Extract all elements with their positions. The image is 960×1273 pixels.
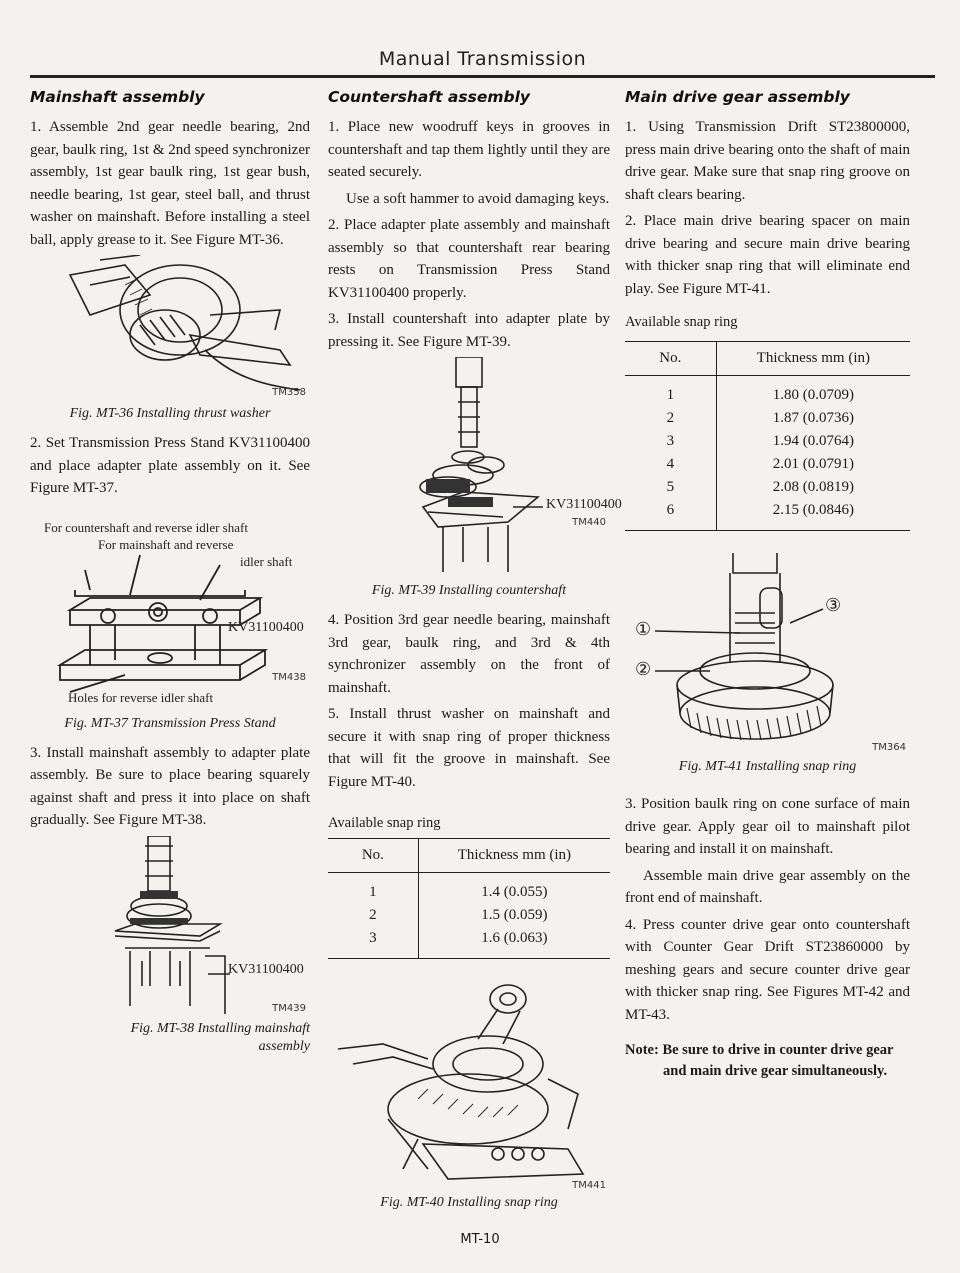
figure-mt-40 — [328, 969, 610, 1189]
main-drive-gear-illustration — [625, 553, 910, 753]
figure-label: idler shaft — [240, 553, 293, 569]
snap-ring-no: 1 — [625, 384, 716, 407]
heading-countershaft-assembly: Countershaft assembly — [328, 88, 531, 106]
page-header: Manual Transmission — [378, 48, 587, 70]
figure-code: TM438 — [272, 671, 306, 683]
table-row — [625, 384, 910, 407]
figure-mt-36 — [30, 255, 310, 400]
figure-mt-38 — [30, 836, 310, 1014]
note-drive-simultaneously — [625, 1040, 910, 1082]
snap-ring-no: 2 — [328, 904, 418, 927]
figure-code: TM364 — [872, 742, 906, 753]
mainshaft-step-1: 1. Assemble 2nd gear needle bearing, 2nd gear, baulk ring, 1st & 2nd speed synchronizer assembly, 1st gear baulk ring, 1st gear bush, needle bearing, 1st gear, steel ball, and thrust washer on mainshaft. Before installing a steel ball, apply grease to it. See Figure MT-36. — [30, 119, 310, 248]
callout-1: ① — [635, 619, 652, 639]
mainshaft-step-2: 2. Set Transmission Press Stand KV31100400 and place adapter plate assembly on it. See Figure MT-37. — [30, 435, 310, 496]
column-header-thickness: Thickness mm (in) — [716, 342, 910, 376]
countershaft-press-illustration — [328, 357, 610, 577]
main-drive-step-2: 2. Place main drive bearing spacer on main drive bearing and secure main drive bearing with thicker snap ring that will eliminate end play. See Figure MT-41. — [625, 213, 910, 297]
figure-caption-line: assembly — [258, 1038, 310, 1054]
main-drive-step-3-note: Assemble main drive gear assembly on the front end of mainshaft. — [625, 867, 910, 906]
figure-code: TM358 — [272, 387, 306, 398]
snap-ring-no: 4 — [625, 453, 716, 476]
main-drive-step-4: 4. Press counter drive gear onto countershaft with Counter Gear Drift ST23860000 by meshing gears and secure counter drive gear with thicker snap ring. See Figures MT-42 and MT-43. — [625, 916, 910, 1023]
column-countershaft — [328, 88, 622, 1221]
page-number: MT-10 — [460, 1232, 500, 1247]
table-row — [625, 407, 910, 430]
table-row — [625, 499, 910, 522]
snap-ring-table — [625, 341, 910, 531]
figure-caption: Fig. MT-39 Installing countershaft — [371, 583, 567, 598]
snap-ring-no: 3 — [328, 927, 418, 950]
column-header-no: No. — [625, 342, 716, 376]
figure-caption: Fig. MT-40 Installing snap ring — [380, 1195, 558, 1210]
table-row — [625, 476, 910, 499]
snap-ring-thickness: 2.08 (0.0819) — [772, 479, 854, 495]
column-main-drive-gear — [625, 88, 910, 1082]
table-row — [625, 453, 910, 476]
figure-label: KV31100400 — [546, 497, 622, 512]
snap-ring-thickness: 1.94 (0.0764) — [772, 433, 854, 449]
column-header-thickness: Thickness mm (in) — [418, 839, 610, 873]
table-row — [328, 927, 610, 950]
snap-ring-thickness: 1.87 (0.0736) — [772, 410, 854, 426]
header-rule — [30, 75, 935, 78]
table-row — [328, 904, 610, 927]
snap-ring-table — [328, 838, 610, 959]
snap-ring-thickness: 1.5 (0.059) — [481, 907, 548, 923]
mainshaft-step-3: 3. Install mainshaft assembly to adapter plate assembly. Be sure to place bearing squarely against shaft and press it into place on shaft gradually. See Figure MT-38. — [30, 744, 310, 828]
figure-caption-line: Fig. MT-38 Installing mainshaft — [130, 1020, 310, 1036]
snap-ring-no: 6 — [625, 499, 716, 522]
snap-ring-no: 1 — [328, 881, 418, 904]
countershaft-step-2: 2. Place adapter plate assembly and mainshaft assembly so that countershaft rear bearing rests on Transmission Press Stand KV31100400 properly. — [328, 217, 610, 301]
press-stand-illustration — [30, 520, 310, 710]
snap-ring-thickness: 1.6 (0.063) — [481, 930, 548, 946]
snap-ring-table-title: Available snap ring — [625, 314, 738, 330]
snap-ring-thickness: 1.80 (0.0709) — [772, 387, 854, 403]
main-drive-step-1: 1. Using Transmission Drift ST23800000, press main drive bearing onto the shaft of main drive gear. Make sure that snap ring groove on shaft clears bearing. — [625, 119, 910, 203]
figure-caption: Fig. MT-37 Transmission Press Stand — [64, 715, 276, 731]
snap-ring-no: 2 — [625, 407, 716, 430]
heading-mainshaft-assembly: Mainshaft assembly — [30, 88, 205, 106]
figure-caption — [30, 1020, 310, 1056]
figure-label: KV31100400 — [228, 961, 304, 977]
callout-3: ③ — [825, 595, 842, 615]
figure-caption: Fig. MT-36 Installing thrust washer — [69, 406, 271, 421]
figure-label: For mainshaft and reverse — [98, 536, 234, 552]
heading-main-drive-gear-assembly: Main drive gear assembly — [625, 88, 850, 106]
snap-ring-no: 3 — [625, 430, 716, 453]
column-header-no: No. — [328, 839, 418, 873]
figure-code: TM439 — [272, 1002, 306, 1014]
snap-ring-pliers-illustration — [328, 969, 610, 1189]
figure-label: Holes for reverse idler shaft — [68, 689, 214, 705]
thrust-washer-illustration — [30, 255, 310, 400]
figure-caption: Fig. MT-41 Installing snap ring — [678, 759, 857, 774]
mainshaft-press-illustration — [30, 836, 310, 1014]
countershaft-step-4: 4. Position 3rd gear needle bearing, mainshaft 3rd gear, baulk ring, and 3rd & 4th synchronizer assembly on the front of mainshaft. — [328, 612, 610, 696]
snap-ring-thickness: 2.01 (0.0791) — [772, 456, 854, 472]
note-text: Note: Be sure to drive in counter drive gear and main drive gear simultaneously. — [625, 1042, 894, 1080]
countershaft-step-3: 3. Install countershaft into adapter plate by pressing it. See Figure MT-39. — [328, 311, 610, 350]
callout-2: ② — [635, 659, 652, 679]
main-drive-step-3: 3. Position baulk ring on cone surface of main drive gear. Apply gear oil to mainshaft pilot bearing and install it on mainshaft. — [625, 796, 910, 857]
snap-ring-table-title: Available snap ring — [328, 815, 441, 831]
countershaft-step-1: 1. Place new woodruff keys in grooves in countershaft and tap them lightly until they are seated securely. — [328, 119, 610, 180]
snap-ring-no: 5 — [625, 476, 716, 499]
figure-label: KV31100400 — [228, 619, 304, 635]
table-row — [625, 430, 910, 453]
countershaft-step-1-note: Use a soft hammer to avoid damaging keys. — [346, 190, 610, 207]
figure-code: TM440 — [572, 517, 606, 528]
figure-mt-41 — [625, 553, 910, 753]
figure-code: TM441 — [572, 1180, 606, 1191]
column-mainshaft — [30, 88, 310, 1066]
countershaft-step-5: 5. Install thrust washer on mainshaft and secure it with snap ring of proper thickness that will fit the groove in mainshaft. See Figure MT-40. — [328, 706, 610, 790]
snap-ring-thickness: 2.15 (0.0846) — [772, 502, 854, 518]
figure-mt-37 — [30, 520, 310, 710]
figure-mt-39 — [328, 357, 622, 577]
table-row — [328, 881, 610, 904]
figure-label: For countershaft and reverse idler shaft — [44, 519, 248, 535]
snap-ring-thickness: 1.4 (0.055) — [481, 884, 548, 900]
